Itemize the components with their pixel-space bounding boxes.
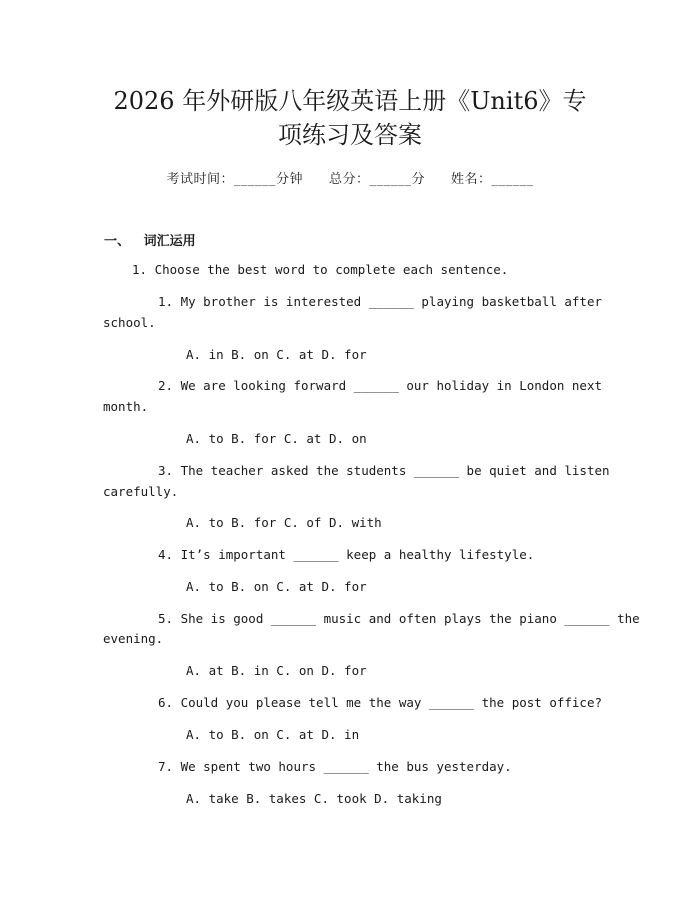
question-3-wrap: carefully.: [103, 484, 179, 499]
question-2-options: A. to B. for C. at D. on: [186, 431, 367, 446]
question-1-wrap: school.: [103, 315, 156, 330]
exam-time: 考试时间：______分钟: [166, 172, 303, 187]
exam-score: 总分：______分: [328, 172, 425, 187]
question-7: 7. We spent two hours ______ the bus yesterday.: [158, 759, 512, 774]
instruction: 1. Choose the best word to complete each sentence.: [132, 262, 509, 277]
exam-name: 姓名：______: [451, 172, 534, 187]
question-2: 2. We are looking forward ______ our holiday in London next: [158, 378, 603, 393]
question-1-options: A. in B. on C. at D. for: [186, 347, 367, 362]
question-4: 4. It’s important ______ keep a healthy lifestyle.: [158, 547, 535, 562]
question-6: 6. Could you please tell me the way ______ the post office?: [158, 695, 603, 710]
question-1: 1. My brother is interested ______ playing basketball after: [158, 294, 603, 309]
question-6-options: A. to B. on C. at D. in: [186, 727, 360, 742]
question-2-wrap: month.: [103, 399, 149, 414]
title-line-1: 2026 年外研版八年级英语上册《Unit6》专: [113, 87, 587, 115]
section-heading: [104, 230, 196, 249]
question-7-options: A. take B. takes C. took D. taking: [186, 791, 442, 806]
question-3: 3. The teacher asked the students ______ be quiet and listen: [158, 463, 610, 478]
question-5-options: A. at B. in C. on D. for: [186, 663, 367, 678]
document-title: [90, 84, 610, 152]
question-4-options: A. to B. on C. at D. for: [186, 579, 367, 594]
question-3-options: A. to B. for C. of D. with: [186, 515, 382, 530]
question-5: 5. She is good ______ music and often plays the piano ______ the: [158, 611, 640, 626]
title-line-2: 项练习及答案: [278, 121, 422, 149]
exam-info: [0, 168, 700, 187]
section-title: 词汇运用: [143, 234, 196, 249]
question-5-wrap: evening.: [103, 631, 164, 646]
section-number: 一、: [104, 234, 131, 249]
